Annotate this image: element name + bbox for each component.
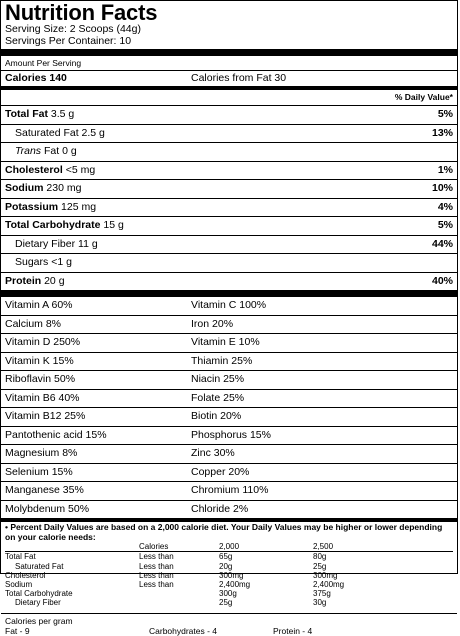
nutrient-row-sugars [1, 253, 457, 272]
nutrient-name: Saturated Fat [15, 126, 79, 139]
nutrient-amount: 3.5 g [50, 108, 75, 120]
footer-cell: 25g [313, 561, 327, 571]
vitamin-left: Calcium 8% [5, 317, 62, 330]
footer-reference-table [1, 542, 457, 607]
vitamin-right: Copper 20% [191, 465, 250, 478]
nutrient-name: Sodium [5, 182, 44, 194]
footer-cell: Sodium [5, 579, 33, 589]
vitamin-right: Zinc 30% [191, 447, 235, 459]
nutrient-dv: 10% [431, 182, 453, 194]
nutrient-name: Sugars [15, 256, 49, 268]
calories-per-gram-values [1, 626, 457, 636]
nutrient-dv: 40% [431, 274, 453, 287]
footer-table-row [1, 552, 457, 561]
vitamin-row [1, 407, 457, 426]
vitamin-left: Pantothenic acid 15% [5, 428, 107, 441]
vitamin-right: Iron 20% [191, 317, 234, 330]
nutrient-row-cholesterol [1, 161, 457, 180]
nutrient-amount: 2.5 g [81, 126, 105, 139]
footer-cell: 2,400mg [219, 579, 251, 589]
vitamin-left: Manganese 35% [5, 484, 84, 496]
vitamin-right: Vitamin E 10% [191, 336, 260, 348]
nutrients-list [1, 105, 457, 290]
vitamin-left: Molybdenum 50% [5, 502, 90, 515]
cpg-protein: Protein - 4 [273, 625, 313, 636]
servings-per-container: Servings Per Container: 10 [5, 34, 132, 47]
nutrient-name: Trans [15, 145, 42, 157]
footer-cell: 300g [219, 589, 237, 599]
footer-cell: Less than [139, 552, 174, 562]
vitamin-right: Chromium 110% [191, 484, 269, 496]
footer-cell: Less than [139, 579, 174, 589]
footer-header-2500: 2,500 [313, 542, 334, 552]
cpg-carbohydrates: Carbohydrates - 4 [149, 625, 218, 636]
nutrient-dv: 13% [431, 126, 453, 139]
vitamin-left: Vitamin K 15% [5, 354, 74, 367]
footer-cell: 25g [219, 598, 233, 608]
nutrient-row-sodium [1, 179, 457, 198]
footer-table-header [1, 542, 457, 551]
daily-value-header: % Daily Value* [394, 92, 453, 102]
footer-cell: 30g [313, 598, 327, 608]
footer-table-row [1, 589, 457, 598]
footer-cell: 375g [313, 589, 331, 599]
nutrient-dv: 5% [437, 108, 453, 120]
footer-cell: Dietary Fiber [15, 598, 61, 608]
footer-cell: 20g [219, 561, 233, 571]
nutrient-row-dietary-fiber [1, 235, 457, 254]
vitamin-left: Magnesium 8% [5, 447, 78, 459]
label-title: Nutrition Facts [5, 0, 158, 25]
footer-cell: Less than [139, 561, 174, 571]
nutrient-dv: 4% [437, 200, 453, 213]
vitamin-row [1, 297, 457, 315]
nutrient-name: Cholesterol [5, 163, 63, 176]
nutrient-dv: 1% [437, 163, 453, 176]
nutrient-dv: 5% [437, 219, 453, 231]
daily-value-footnote: • Percent Daily Values are based on a 2,000 calorie diet. Your Daily Values may be higher or lower depending on your calorie needs: [5, 522, 443, 542]
calories-value: 140 [49, 72, 67, 84]
vitamin-row [1, 389, 457, 408]
nutrient-name: Total Carbohydrate [5, 219, 101, 231]
vitamin-row [1, 426, 457, 445]
nutrient-name: Potassium [5, 200, 59, 213]
vitamin-left: Vitamin B12 25% [5, 410, 86, 422]
calories-from-fat: Calories from Fat 30 [191, 72, 287, 84]
nutrient-dv: 44% [431, 237, 453, 250]
footer-table-row [1, 580, 457, 589]
footer-cell: Total Carbohydrate [5, 589, 73, 599]
nutrient-amount: 230 mg [46, 182, 82, 194]
nutrient-row-saturated-fat [1, 124, 457, 143]
footer-table-row [1, 571, 457, 580]
nutrient-row-total-carbohydrate [1, 216, 457, 235]
vitamin-right: Niacin 25% [191, 373, 245, 385]
footer-cell: Less than [139, 570, 174, 580]
footer-header-2000: 2,000 [219, 542, 240, 552]
nutrient-row-trans-fat [1, 142, 457, 161]
vitamin-right: Chloride 2% [191, 502, 249, 515]
amount-per-serving: Amount Per Serving [5, 58, 82, 68]
vitamin-right: Folate 25% [191, 391, 245, 404]
vitamin-row [1, 333, 457, 352]
footer-cell: 2,400mg [313, 579, 345, 589]
vitamin-row [1, 352, 457, 371]
footer-cell: 80g [313, 552, 327, 562]
nutrient-name-rest: Fat [41, 145, 60, 157]
vitamin-left: Selenium 15% [5, 465, 73, 478]
vitamin-left: Riboflavin 50% [5, 373, 76, 385]
footer-cell: Cholesterol [5, 570, 46, 580]
calories-label: Calories [5, 72, 47, 84]
nutrient-row-total-fat [1, 105, 457, 124]
vitamin-right: Thiamin 25% [191, 354, 253, 367]
nutrient-row-protein [1, 272, 457, 291]
vitamin-row [1, 463, 457, 482]
nutrient-amount: 125 mg [61, 200, 97, 213]
cpg-fat: Fat - 9 [5, 625, 30, 636]
calories-per-gram-title: Calories per gram [5, 615, 73, 626]
footer-cell: Total Fat [5, 552, 36, 562]
calories-per-gram-label [1, 616, 457, 626]
nutrient-name: Protein [5, 274, 42, 287]
nutrient-row-potassium [1, 198, 457, 217]
vitamin-row [1, 315, 457, 334]
footer-table-row [1, 562, 457, 571]
nutrient-amount: 11 g [78, 237, 98, 250]
vitamin-row [1, 444, 457, 463]
vitamin-right: Vitamin C 100% [191, 299, 267, 311]
vitamin-row [1, 500, 457, 519]
vitamin-right: Biotin 20% [191, 410, 242, 422]
footer-cell: 300mg [313, 570, 338, 580]
footer-cell: 65g [219, 552, 233, 562]
vitamin-left: Vitamin B6 40% [5, 391, 80, 404]
calories-per-gram-divider [1, 613, 457, 614]
nutrient-amount: <1 g [51, 256, 72, 268]
footer-cell: Saturated Fat [15, 561, 64, 571]
vitamin-left: Vitamin D 250% [5, 336, 81, 348]
vitamin-row [1, 481, 457, 500]
thick-divider [1, 49, 457, 56]
nutrient-amount: <5 mg [65, 163, 96, 176]
vitamin-row [1, 370, 457, 389]
thick-divider-vitamins [1, 290, 457, 297]
footer-cell: 300mg [219, 570, 244, 580]
nutrient-amount: 15 g [103, 219, 124, 231]
vitamin-right: Phosphorus 15% [191, 428, 271, 441]
nutrient-amount: 0 g [62, 145, 77, 157]
nutrient-name: Dietary Fiber [15, 237, 76, 250]
calories-row [1, 70, 457, 86]
footer-table-row [1, 598, 457, 607]
nutrient-amount: 20 g [44, 274, 65, 287]
serving-size: Serving Size: 2 Scoops (44g) [5, 23, 141, 35]
nutrient-name: Total Fat [5, 108, 48, 120]
vitamins-list [1, 297, 457, 518]
footer-header-calories: Calories [139, 542, 169, 552]
vitamin-left: Vitamin A 60% [5, 299, 73, 311]
